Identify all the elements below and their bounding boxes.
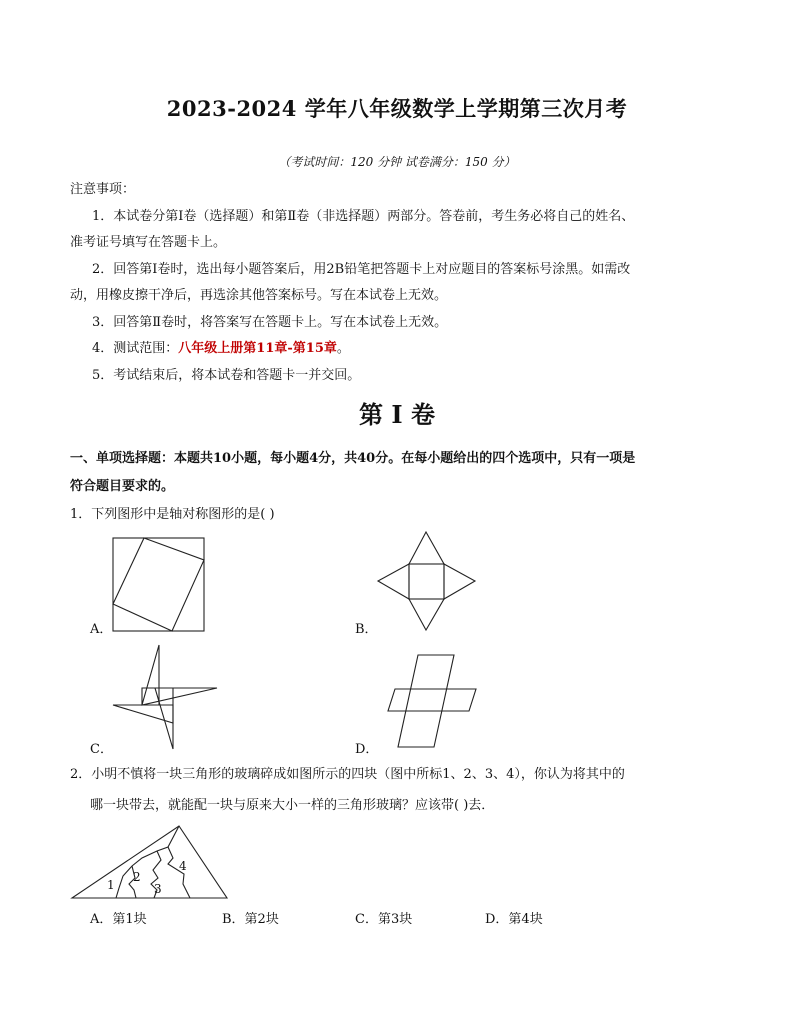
q2-broken-glass-figure	[72, 826, 228, 900]
notice-item-1-line-1: 1．本试卷分第Ⅰ卷（选择题）和第Ⅱ卷（非选择题）两部分。答卷前，考生务必将自己的姓名、	[92, 209, 635, 224]
test-scope: 八年级上册第11章-第15章	[178, 341, 337, 356]
notice-heading: 注意事项：	[70, 182, 136, 197]
q1-stem: 1．下列图形中是轴对称图形的是( )	[70, 507, 275, 522]
q1-option-c[interactable]: C．	[90, 742, 113, 757]
q1-figure-c	[113, 645, 219, 751]
q1-figure-a	[113, 538, 205, 632]
glass-piece-label-4: 4	[179, 859, 187, 873]
q1-figure-d	[378, 655, 478, 751]
q2-stem-line-2: 哪一块带去，就能配一块与原来大小一样的三角形玻璃？应该带( )去．	[90, 798, 495, 813]
q1-option-a[interactable]: A．	[90, 622, 113, 637]
q2-option-a[interactable]: A．第1块	[90, 912, 147, 927]
notice-item-1-line-2: 准考证号填写在答题卡上。	[70, 235, 227, 250]
q2-option-d[interactable]: D．第4块	[485, 912, 543, 927]
part1-instruction-line-1: 一、单项选择题：本题共10小题，每小题4分，共40分。在每小题给出的四个选项中，只有一项是	[70, 451, 636, 466]
section-title: 第 I 卷	[359, 400, 435, 429]
notice-item-4-suffix: 。	[336, 341, 350, 356]
glass-piece-label-3: 3	[154, 882, 162, 896]
q1-figure-b	[378, 532, 476, 632]
exam-title: 2023-2024 学年八年级数学上学期第三次月考	[166, 96, 628, 121]
notice-item-3: 3．回答第Ⅱ卷时，将答案写在答题卡上。写在本试卷上无效。	[92, 315, 448, 330]
part1-instruction-line-2: 符合题目要求的。	[70, 479, 175, 494]
q1-option-d[interactable]: D．	[355, 742, 379, 757]
glass-piece-label-2: 2	[133, 870, 141, 884]
exam-subtitle: （考试时间：120 分钟 试卷满分：150 分）	[278, 155, 516, 169]
notice-item-4-prefix: 4．测试范围：	[92, 341, 179, 356]
notice-item-2-line-1: 2．回答第Ⅰ卷时，选出每小题答案后，用2B铅笔把答题卡上对应题目的答案标号涂黑。如需改	[92, 262, 631, 277]
notice-item-4	[92, 339, 350, 359]
q1-option-b[interactable]: B．	[355, 622, 378, 637]
q2-option-b[interactable]: B．第2块	[222, 912, 279, 927]
q2-option-c[interactable]: C．第3块	[355, 912, 413, 927]
q2-stem-line-1: 2．小明不慎将一块三角形的玻璃碎成如图所示的四块（图中所标1、2、3、4），你认为将其中的	[70, 767, 625, 782]
glass-piece-label-1: 1	[107, 878, 115, 892]
notice-item-5: 5．考试结束后，将本试卷和答题卡一并交回。	[92, 368, 361, 383]
notice-item-2-line-2: 动，用橡皮擦干净后，再选涂其他答案标号。写在本试卷上无效。	[70, 288, 448, 303]
